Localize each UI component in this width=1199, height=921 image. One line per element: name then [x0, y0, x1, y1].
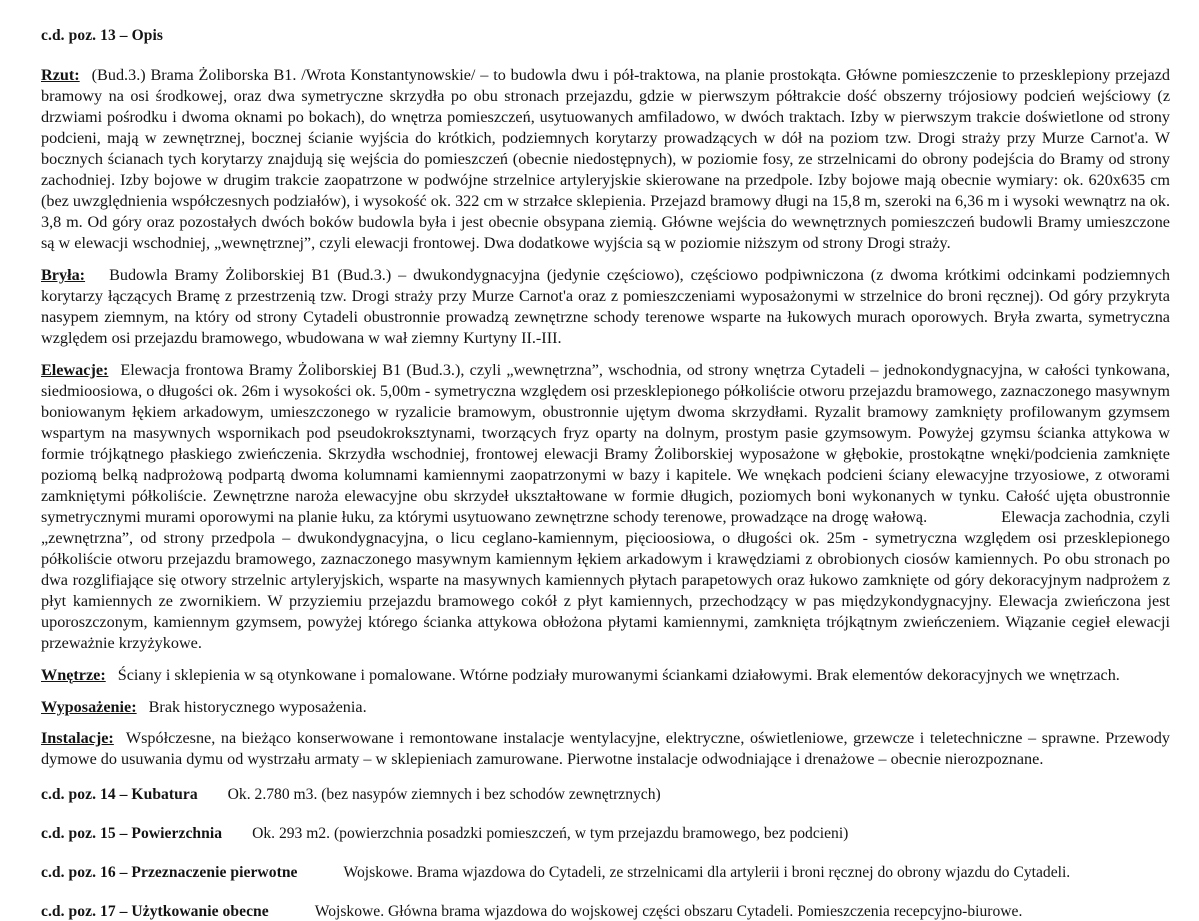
poz-row-label: c.d. poz. 14 – Kubatura: [41, 786, 198, 804]
section-wyposazenie-label: Wyposażenie:: [41, 697, 137, 716]
section-bryla-body: Budowla Bramy Żoliborskiej B1 (Bud.3.) – dwukondygnacyjna (jedynie częściowo), częściowo podpiwniczona (z dwoma krótkimi odcinkami podziemnych korytarzy łączących Bramę z przestrzenią tzw. Drogi straży przy Murze Carnot'a oraz z pomieszczeniami wyposażonymi w strzelnice do broni ręcznej). Od góry przykryta nasypem ziemnym, na który od strony Cytadeli obustronnie prowadzą zewnętrzne schody terenowe wsparte na łukowych murach oporowych. Bryła zwarta, symetryczna względem osi przejazdu bramowego, wbudowana w wał ziemny Kurtyny II.-III.: [41, 266, 1170, 347]
poz-row: [41, 903, 1170, 921]
poz-row-value: Wojskowe. Brama wjazdowa do Cytadeli, ze strzelnicami dla artylerii i broni ręcznej do obrony wjazdu do Cytadeli.: [343, 863, 1071, 881]
poz-row: [41, 864, 1170, 883]
section-bryla-label: Bryła:: [41, 266, 86, 285]
section-wnetrze: [41, 665, 1170, 686]
section-elewacje-body: Elewacja frontowa Bramy Żoliborskiej B1 (Bud.3.), czyli „wewnętrzna”, wschodnia, od strony wnętrza Cytadeli – jednokondygnacyjna, w całości tynkowana, siedmioosiowa, o długości ok. 26m i wysokości ok. 5,00m - symetryczna względem osi przesklepionego półkoliście otworu przejazdu bramowego, zaznaczonego masywnym boniowanym łękiem arkadowym, umieszczonego w ryzalicie bramowym, obustronnie ujętym dwoma skrzydłami. Ryzalit bramowy zamknięty profilowanym gzymsem wspartym na masywnych wspornikach pod pseudokroksztynami, tworzących fryz oparty na dolnym, prostym pasie gzymsowym. Powyżej gzymsu ścianka attykowa w formie trójkątnego płaskiego zwieńczenia. Skrzydła wschodniej, frontowej elewacji Bramy Żoliborskiej wyposażone w głębokie, prostokątne wnęki/podcienia zamknięte poziomą belką nadprożową podpartą dwoma kolumnami kamiennymi zaopatrzonymi w bazy i kapitele. We wnękach podcieni ściany elewacyjne trzyosiowe, z otworami zamkniętymi półkoliście. Zewnętrzne naroża elewacyjne obu skrzydeł ukształtowane w formie długich, poziomych boni wykonanych w tynku. Całość ujęta obustronnie symetrycznymi murami oporowymi na planie łuku, za którymi usytuowano zewnętrzne schody terenowe, prowadzące na drogę wałową.: [41, 360, 1170, 526]
section-instalacje-label: Instalacje:: [41, 729, 114, 748]
poz-row-value: Wojskowe. Główna brama wjazdowa do wojskowej części obszaru Cytadeli. Pomieszczenia recepcyjno-biurowe.: [314, 902, 1023, 920]
section-elewacje: [41, 360, 1170, 654]
section-rzut: [41, 65, 1170, 254]
section-wyposazenie-body: Brak historycznego wyposażenia.: [148, 697, 367, 716]
section-wyposazenie: [41, 697, 1170, 718]
poz-row-label: c.d. poz. 17 – Użytkowanie obecne: [41, 902, 269, 920]
poz-row-label: c.d. poz. 15 – Powierzchnia: [41, 825, 223, 843]
section-rzut-body: (Bud.3.) Brama Żoliborska B1. /Wrota Konstantynowskie/ – to budowla dwu i pół-traktowa, na planie prostokąta. Główne pomieszczenie to przesklepiony przejazd bramowy na osi środkowej, oraz dwa symetryczne skrzydła po obu stronach przejazdu, gdzie w pierwszym półtrakcie dość obszerny trójosiowy podcień wejściowy (z drzwiami pośrodku i dwoma oknami po bokach), do wnętrza pomieszczeń, usytuowanych amfiladowo, w dwóch traktach. Izby w pierwszym trakcie doświetlone od strony podcieni, mają w zewnętrznej, bocznej ścianie wyjścia do krótkich, podziemnych korytarzy prowadzących w dół na poziom tzw. Drogi straży przy Murze Carnot'a. W bocznych ścianach tych korytarzy znajdują się wejścia do pomieszczeń (obecnie niedostępnych), w poziomie fosy, ze strzelnicami do obrony podejścia do Bramy od strony zachodniej. Izby bojowe w drugim trakcie zaopatrzone w podwójne strzelnice artyleryjskie skierowane na przedpole. Izby bojowe mają obecnie wymiary: ok. 620x635 cm (bez uwzględnienia współczesnych podziałów), i wysokość ok. 322 cm w strzałce sklepienia. Przejazd bramowy długi na 15,8 m, szeroki na 6,36 m i wysoki wewnątrz na ok. 3,8 m. Od góry oraz pozostałych dwóch boków budowla była i jest obecnie obsypana ziemią. Główne wejścia do wewnętrznych pomieszczeń budowli Bramy umieszczone są w elewacji wschodniej, „wewnętrznej”, czyli elewacji frontowej. Dwa dodatkowe wyjścia są w poziomie niższym od strony Drogi straży.: [41, 66, 1170, 253]
section-wnetrze-label: Wnętrze:: [41, 665, 106, 684]
poz-rows-list: [41, 786, 1170, 921]
section-rzut-label: Rzut:: [41, 66, 80, 85]
section-instalacje-body: Współczesne, na bieżąco konserwowane i remontowane instalacje wentylacyjne, elektryczne, oświetleniowe, grzewcze i teletechniczne – sprawne. Przewody dymowe do usuwania dymu od wystrzału armaty – w sklepieniach zamurowane. Pierwotne instalacje odwodniające i drenażowe – obecnie nierozpoznane.: [41, 729, 1170, 769]
poz-row-label: c.d. poz. 16 – Przeznaczenie pierwotne: [41, 863, 298, 881]
section-elewacje-label: Elewacje:: [41, 360, 109, 379]
section-bryla: [41, 265, 1170, 349]
poz-row: [41, 786, 1170, 805]
document-body: [41, 26, 1170, 921]
page-title: c.d. poz. 13 – Opis: [41, 27, 164, 44]
poz-row-value: Ok. 293 m2. (powierzchnia posadzki pomieszczeń, w tym przejazdu bramowego, bez podcieni): [252, 825, 849, 843]
section-elewacje-body-zachodnia: Elewacja zachodnia, czyli „zewnętrzna”, od strony przedpola – dwukondygnacyjna, o licu ceglano-kamiennym, pięcioosiowa, o długości ok. 25m - symetryczna względem osi przesklepionego półkoliście otworu przejazdu bramowego, zaznaczonego masywnym kamiennym łękiem arkadowym i krawędziami z obrobionych ciosów kamiennych. Po obu stronach po dwa rozglifiające się otwory strzelnic artyleryjskich, wsparte na masywnych kamiennych płytach parapetowych oraz łukowo zamknięte od góry dekoracyjnym nadprożem z płyt kamiennych ze zwornikiem. W przyziemiu przejazdu bramowego cokół z płyt kamiennych, przechodzący w pas międzykondygnacyjny. Elewacja zwieńczona jest uporoszczonym, kamiennym gzymsem, powyżej którego ścianka attykowa obłożona płytami kamiennymi, zamknięta trójkątnym zwieńczeniem. Wiązanie cegieł elewacji przeważnie krzyżykowe.: [41, 507, 1171, 652]
section-wnetrze-body: Ściany i sklepienia w są otynkowane i pomalowane. Wtórne podziały murowanymi ściankami działowymi. Brak elementów dekoracyjnych we wnętrzach.: [117, 665, 1120, 684]
section-instalacje: [41, 728, 1170, 770]
poz-row-value: Ok. 2.780 m3. (bez nasypów ziemnych i bez schodów zewnętrznych): [227, 786, 661, 804]
poz-row: [41, 825, 1170, 844]
